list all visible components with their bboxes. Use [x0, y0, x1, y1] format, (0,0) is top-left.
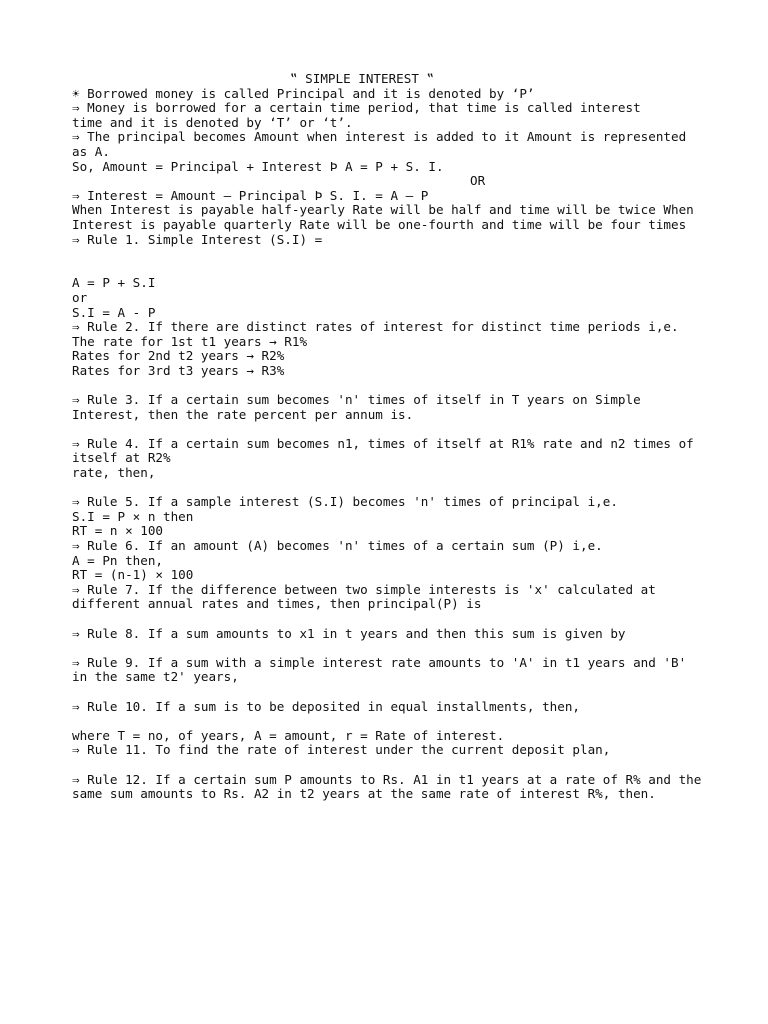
paragraph-gap [72, 481, 732, 496]
or-separator: OR [470, 173, 486, 189]
text-line: ⇒ Rule 11. To find the rate of interest under the current deposit plan, [72, 742, 611, 758]
text-line: A = P + S.I [72, 275, 156, 291]
text-line: where T = no, of years, A = amount, r = Rate of interest. [72, 727, 505, 743]
text-line: ⇒ Rule 12. If a certain sum P amounts to Rs. A1 in t1 years at a rate of R% and the [72, 771, 702, 787]
text-line: A = Pn then, [72, 552, 163, 568]
text-line: When Interest is payable half-yearly Rate will be half and time will be twice When [72, 202, 694, 218]
text-line: Rates for 2nd t2 years → R2% [72, 348, 285, 364]
text-line: S.I = A - P [72, 304, 156, 320]
text-line: ⇒ Money is borrowed for a certain time period, that time is called interest [72, 100, 641, 116]
rule-10-section [72, 700, 732, 715]
text-line: S.I = P × n then [72, 508, 194, 524]
rule-12-section [72, 773, 732, 802]
text-line: ⇒ Rule 5. If a sample interest (S.I) becomes 'n' times of principal i,e. [72, 494, 618, 510]
paragraph-gap [72, 758, 732, 773]
paragraph-gap [72, 612, 732, 627]
intro-section [72, 87, 732, 175]
paragraph-gap [72, 378, 732, 393]
rule-3-section [72, 393, 732, 422]
rule-10-11-section [72, 729, 732, 758]
paragraph-gap [72, 714, 732, 729]
text-line: itself at R2% [72, 450, 171, 466]
text-line: RT = n × 100 [72, 523, 163, 539]
text-line: time and it is denoted by ‘T’ or ‘t’. [72, 114, 353, 130]
text-line: ⇒ Rule 6. If an amount (A) becomes 'n' times of a certain sum (P) i,e. [72, 538, 603, 553]
text-line: Interest is payable quarterly Rate will be one-fourth and time will be four times [72, 216, 687, 232]
rule-4-section [72, 437, 732, 481]
text-line: The rate for 1st t1 years → R1% [72, 333, 308, 349]
text-line: rate, then, [72, 465, 156, 481]
text-line: or [72, 289, 88, 305]
interest-section [72, 189, 732, 247]
text-line: ⇒ Interest = Amount – Principal Þ S. I. = A – P [72, 187, 429, 203]
rule-8-section [72, 627, 732, 642]
formula-gap [72, 262, 732, 277]
formula-gap [72, 247, 732, 262]
paragraph-gap [72, 685, 732, 700]
text-line: ⇒ Rule 10. If a sum is to be deposited in equal installments, then, [72, 698, 580, 714]
text-line: ⇒ Rule 4. If a certain sum becomes n1, times of itself at R1% rate and n2 times of [72, 435, 694, 451]
text-line: RT = (n-1) × 100 [72, 567, 194, 583]
document-page [72, 72, 732, 802]
text-line: in the same t2' years, [72, 669, 239, 685]
text-line: So, Amount = Principal + Interest Þ A = P + S. I. [72, 158, 444, 174]
text-line: ⇒ Rule 9. If a sum with a simple interest rate amounts to 'A' in t1 years and 'B' [72, 654, 687, 670]
paragraph-gap [72, 422, 732, 437]
text-line: Interest, then the rate percent per annum is. [72, 406, 414, 422]
text-line: different annual rates and times, then principal(P) is [72, 596, 482, 612]
text-line: ⇒ Rule 7. If the difference between two simple interests is 'x' calculated at [72, 581, 656, 597]
text-line: ⇒ Rule 2. If there are distinct rates of interest for distinct time periods i,e. [72, 319, 679, 335]
text-line: ☀ Borrowed money is called Principal and it is denoted by ‘P’ [72, 85, 535, 101]
text-line: ⇒ Rule 1. Simple Interest (S.I) = [72, 231, 323, 247]
paragraph-gap [72, 641, 732, 656]
page-title: ‟ SIMPLE INTEREST ‟ [290, 71, 435, 86]
rule-1-2-section [72, 276, 732, 378]
text-line: ⇒ Rule 3. If a certain sum becomes 'n' times of itself in T years on Simple [72, 392, 641, 408]
text-line: same sum amounts to Rs. A2 in t2 years at the same rate of interest R%, then. [72, 786, 656, 802]
text-line: as A. [72, 143, 110, 159]
text-line: ⇒ Rule 8. If a sum amounts to x1 in t years and then this sum is given by [72, 625, 626, 641]
rule-5-7-section [72, 495, 732, 612]
rule-9-section [72, 656, 732, 685]
text-line: ⇒ The principal becomes Amount when interest is added to it Amount is represented [72, 129, 687, 145]
text-line: Rates for 3rd t3 years → R3% [72, 362, 285, 378]
